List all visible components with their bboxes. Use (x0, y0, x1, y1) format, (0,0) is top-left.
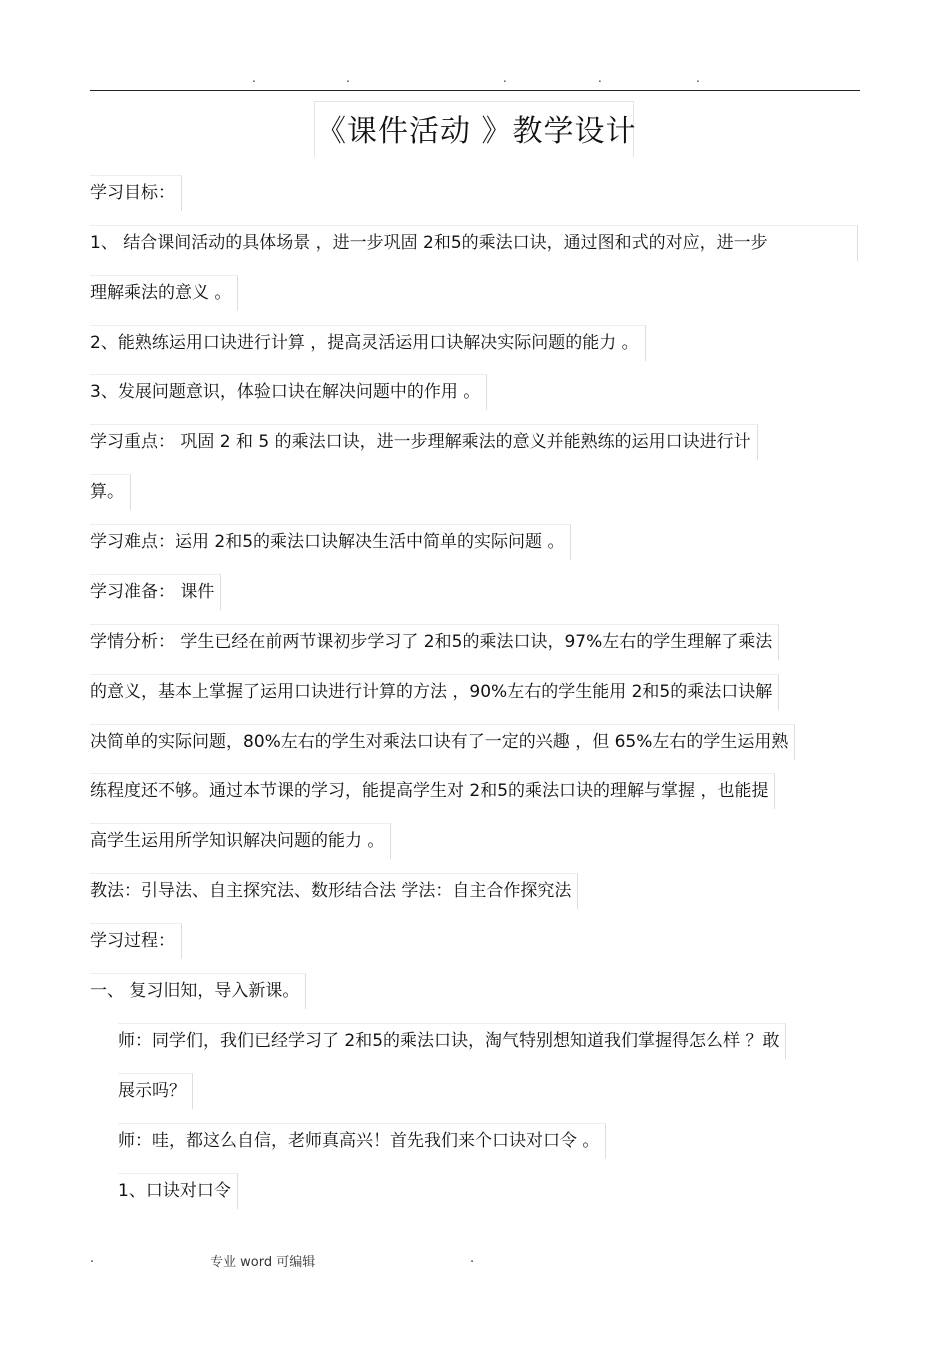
paragraph-line: 3、发展问题意识，体验口诀在解决问题中的作用 。 (90, 374, 487, 410)
section-heading-review: 一、 复习旧知，导入新课。 (90, 973, 306, 1009)
paragraph-line: 展示吗？ (118, 1073, 193, 1109)
paragraph-line: 学习难点：运用 2和5的乘法口诀解决生活中简单的实际问题 。 (90, 524, 571, 560)
paragraph-line: 学习重点： 巩固 2 和 5 的乘法口诀，进一步理解乘法的意义并能熟练的运用口诀进行计 (90, 424, 758, 460)
footer-label: 专业 word 可编辑 (210, 1255, 316, 1270)
paragraph-line: 1、 结合课间活动的具体场景 ，进一步巩固 2和5的乘法口诀，通过图和式的对应，进一步 (90, 225, 858, 261)
footer-dot: . (470, 1251, 475, 1266)
paragraph-line: 高学生运用所学知识解决问题的能力 。 (90, 823, 391, 859)
paragraph-line: 师：哇，都这么自信，老师真高兴！首先我们来个口诀对口令 。 (118, 1123, 606, 1159)
paragraph-line: 练程度还不够。通过本节课的学习，能提高学生对 2和5的乘法口诀的理解与掌握 ，也能提 (90, 773, 775, 809)
paragraph-line: 2、能熟练运用口诀进行计算 ，提高灵活运用口诀解决实际问题的能力 。 (90, 325, 646, 361)
paragraph-line: 算。 (90, 474, 131, 510)
header-dot: . (503, 71, 507, 85)
document-title: 《课件活动 》教学设计 (316, 114, 637, 149)
paragraph-line: 师：同学们，我们已经学习了 2和5的乘法口诀，淘气特别想知道我们掌握得怎么样 ？敢 (118, 1023, 786, 1059)
paragraph-line: 1、口诀对口令 (118, 1173, 238, 1209)
paragraph-line: 教法：引导法、自主探究法、数形结合法 学法：自主合作探究法 (90, 873, 578, 909)
header-dot: . (252, 71, 256, 85)
paragraph-line: 的意义，基本上掌握了运用口诀进行计算的方法 ，90%左右的学生能用 2和5的乘法口诀解 (90, 674, 779, 710)
paragraph-line: 学情分析： 学生已经在前两节课初步学习了 2和5的乘法口诀，97%左右的学生理解了乘法 (90, 624, 779, 660)
section-heading-objectives: 学习目标： (90, 175, 182, 211)
section-heading-process: 学习过程： (90, 923, 182, 959)
paragraph-line: 决简单的实际问题，80%左右的学生对乘法口诀有了一定的兴趣 ，但 65%左右的学生运用熟 (90, 724, 795, 760)
header-rule (90, 90, 860, 91)
paragraph-line: 理解乘法的意义 。 (90, 275, 238, 311)
header-dot: . (696, 71, 700, 85)
footer-dot: . (90, 1251, 95, 1266)
paragraph-line: 学习准备： 课件 (90, 574, 221, 610)
header-dot: . (346, 71, 350, 85)
header-dots (0, 72, 950, 86)
header-dot: . (598, 71, 602, 85)
